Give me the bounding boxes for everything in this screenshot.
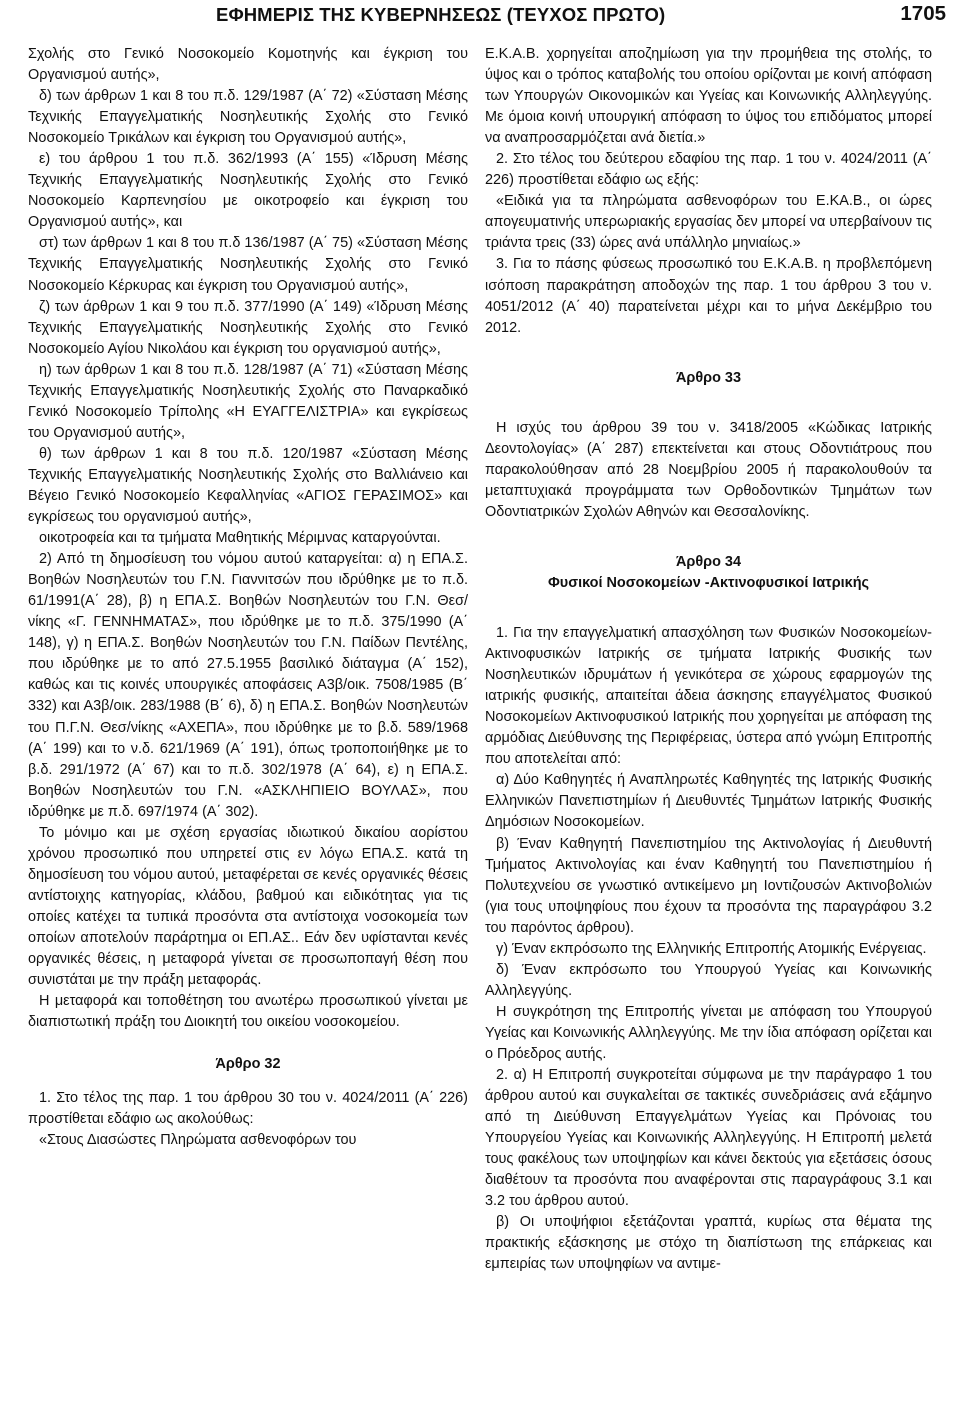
paragraph: α) Δύο Καθηγητές ή Αναπληρωτές Καθηγητές της Ιατρικής Φυσικής Ελληνικών Πανεπιστημίων ή Διευθυντές Τμημάτων Ιατρικής Φυσικής Δημόσιων Νοσοκομείων. [485, 772, 932, 831]
paragraph: 2. Στο τέλος του δεύτερου εδαφίου της παρ. 1 του ν. 4024/2011 (Α΄ 226) προστίθεται εδάφιο ως εξής: [485, 151, 932, 189]
paragraph: 2. α) Η Επιτροπή συγκροτείται σύμφωνα με την παράγραφο 1 του άρθρου αυτού και συγκαλείται σε τακτικές συνεδριάσεις ανά εξάμηνο από τη Διεύθυνση Επαγγελμάτων Υγείας και Πρόνοιας του Υπουργείου Υγείας και Κοινωνικής Αλληλεγγύης. Η Επιτροπή μελετά τους φακέλους των υποψηφίων και κάνει δεκτούς για εξετάσεις όσους διαθέτουν τα προσόντα που αναφέρονται στις παραγράφους 3.1 και 3.2 του άρθρου αυτού. [485, 1067, 932, 1210]
article-heading-33: Άρθρο 33 [676, 369, 741, 386]
paragraph: ζ) των άρθρων 1 και 9 του π.δ. 377/1990 (Α΄ 149) «Ίδρυση Μέσης Τεχνικής Επαγγελματικής Νοσηλευτικής Σχολής στο Γενικό Νοσοκομείο Αγίου Νικολάου και έγκριση του οργανισμού αυτής», [28, 298, 468, 357]
paragraph: «Στους Διασώστες Πληρώματα ασθενοφόρων του [39, 1132, 357, 1149]
paragraph: στ) των άρθρων 1 και 8 του π.δ 136/1987 (Α΄ 75) «Σύσταση Μέσης Τεχνικής Επαγγελματικής Νοσηλευτικής Σχολής στο Γενικό Νοσοκομείο Κέρκυρας και έγκριση του Οργανισμού αυτής», [28, 235, 468, 294]
paragraph: Η ισχύς του άρθρου 39 του ν. 3418/2005 «Κώδικας Ιατρικής Δεοντολογίας» (Α΄ 287) επεκτείνεται και στους Οδοντιάτρους που παρακολούθησαν από 28 Νοεμβρίου 2005 ή παρακολουθούν τα μεταπτυχιακά προγράμματα των Ορθοδοντικών Τμημάτων των Οδοντιατρικών Σχολών Αθηνών και Θεσσαλονίκης. [485, 419, 932, 520]
paragraph: δ) των άρθρων 1 και 8 του π.δ. 129/1987 (Α΄ 72) «Σύσταση Μέσης Τεχνικής Επαγγελματικής Νοσηλευτικής Σχολής στο Γενικό Νοσοκομείο Τρικάλων και έγκριση του Οργανισμού αυτής», [28, 88, 468, 147]
paragraph: οικοτροφεία και τα τμήματα Μαθητικής Μέριμνας καταργούνται. [39, 530, 441, 547]
paragraph: 2) Από τη δημοσίευση του νόμου αυτού καταργείται: α) η ΕΠΑ.Σ. Βοηθών Νοσηλευτών του Γ.Ν. Γιαννιτσών που ιδρύθηκε με το π.δ. 61/1991(Α΄ 28), β) η ΕΠΑ.Σ. Βοηθών Νοσηλευτών του Γ.Ν. Θεσ/νίκης «Γ. ΓΕΝΝΗΜΑΤΑΣ», που ιδρύθηκε με το π.δ. 375/1990 (Α΄ 148), γ) η ΕΠΑ.Σ. Βοηθών Νοσηλευτών του Γ.Ν. Παίδων Πεντέλης, που ιδρύθηκε με το από 27.5.1955 βασιλικό διάταγμα (Α΄ 152), καθώς και τις κοινές υπουργικές αποφάσεις Α3β/οικ. 7508/1985 (Β΄ 332) και Α3β/οικ. 283/1988 (Β΄ 6), δ) η ΕΠΑ.Σ. Βοηθών Νοσηλευτών του Π.Γ.Ν. Θεσ/νίκης «ΑΧΕΠΑ», που ιδρύθηκε με το β.δ. 589/1968 (Α΄ 199) και το ν.δ. 621/1969 (Α΄ 191), όπως τροποποιήθηκε με το β.δ. 291/1972 (Α΄ 67) και το π.δ. 302/1978 (Α΄ 64), ε) η ΕΠΑ.Σ. Βοηθών Νοσηλευτών του Γ.Ν. «ΑΣΚΛΗΠΙΕΙΟ ΒΟΥΛΑΣ», που ιδρύθηκε με π.δ. 697/1974 (Α΄ 302). [28, 551, 468, 820]
paragraph: Η μεταφορά και τοποθέτηση του ανωτέρω προσωπικού γίνεται με διαπιστωτική πράξη του Διοικητή του οικείου νοσοκομείου. [28, 993, 468, 1031]
article-heading-32: Άρθρο 32 [215, 1056, 281, 1073]
paragraph: 1. Για την επαγγελματική απασχόληση των Φυσικών Νοσοκομείων- Ακτινοφυσικών Ιατρικής σε τμήματα Ιατρικής Φυσικής των Νοσηλευτικών ιδρυμάτων ή γενικότερα σε χώρους εφαρμογών της ιατρικής φυσικής, απαιτείται άδεια άσκησης επαγγέλματος Φυσικού Νοσοκομείων Ακτινοφυσικού Ιατρικής που χορηγείται με απόφαση της αρμόδιας Διεύθυνσης της Περιφέρειας, ύστερα από γνώμη Επιτροπής που αποτελείται από: [485, 625, 932, 768]
gazette-title: ΕΦΗΜΕΡΙΣ ΤΗΣ ΚΥΒΕΡΝΗΣΕΩΣ (ΤΕΥΧΟΣ ΠΡΩΤΟ) [216, 4, 666, 25]
paragraph: Το μόνιμο και με σχέση εργασίας ιδιωτικού δικαίου αορίστου χρόνου προσωπικό που υπηρετεί στις εν λόγω ΕΠΑ.Σ. κατά τη δημοσίευση του νόμου αυτού, μεταφέρεται σε κενές οργανικές θέσεις αντίστοιχης κατηγορίας, κλάδου, βαθμού και ειδικότητας για τις οποίες κατέχει τα τυπικά προσόντα στα αντίστοιχα νοσοκομεία των οποίων αποτελούν παράρτημα οι ΕΠ.ΑΣ.. Εάν δεν υφίστανται κενές οργανικές θέσεις, η μεταφορά γίνεται σε προσωποπαγή θέση που συνιστάται με την πράξη μεταφοράς. [28, 824, 468, 989]
page-number: 1705 [900, 2, 946, 25]
page-header [0, 0, 960, 32]
right-column [485, 44, 932, 1275]
paragraph: Σχολής στο Γενικό Νοσοκομείο Κομοτηνής και έγκριση του Οργανισμού αυτής», [28, 46, 468, 84]
paragraph: Ε.Κ.Α.Β. χορηγείται αποζημίωση για την προμήθεια της στολής, το ύψος και ο τρόπος καταβολής του οποίου ορίζονται με κοινή απόφαση των Υπουργών Οικονομικών και Υγείας και Κοινωνικής Αλληλεγγύης. Με όμοια κοινή υπουργική απόφαση το ύψος του επιδόματος μπορεί να αναπροσαρμόζεται ανά διετία.» [485, 46, 932, 147]
paragraph: Η συγκρότηση της Επιτροπής γίνεται με απόφαση του Υπουργού Υγείας και Κοινωνικής Αλληλεγγύης. Με την ίδια απόφαση ορίζεται και ο Πρόεδρος αυτής. [485, 1003, 932, 1062]
paragraph: «Ειδικά για τα πληρώματα ασθενοφόρων του Ε.ΚΑ.Β., οι ώρες απογευματινής υπερωριακής εργασίας δεν μπορεί να υπερβαίνουν τις τριάντα τρεις (33) ώρες ανά υπάλληλο μηνιαίως.» [485, 193, 932, 252]
paragraph: δ) Έναν εκπρόσωπο του Υπουργού Υγείας και Κοινωνικής Αλληλεγγύης. [485, 961, 932, 999]
paragraph: β) Έναν Καθηγητή Πανεπιστημίου της Ακτινολογίας ή Διευθυντή Τμήματος Ακτινολογίας και έναν Καθηγητή του Πανεπιστημίου ή Πολυτεχνείου σε γνωστικό αντικείμενο μη Ιοντιζουσών Ακτινοβολιών (για τους υποψηφίους που έχουν τα προσόντα της παραγράφου 3.2 του παρόντος άρθρου). [485, 835, 932, 936]
paragraph: 3. Για το πάσης φύσεως προσωπικό του Ε.Κ.Α.Β. η προβλεπόμενη ισόποση παρακράτηση αποδοχών της παρ. 1 του άρθρου 3 του ν. 4051/2012 (Α΄ 40) παρατείνεται μέχρι και το μήνα Δεκέμβριο του 2012. [485, 256, 932, 336]
article-heading-34: Άρθρο 34 [676, 553, 741, 570]
paragraph: ε) του άρθρου 1 του π.δ. 362/1993 (Α΄ 155) «Ίδρυση Μέσης Τεχνικής Επαγγελματικής Νοσηλευτικής Σχολής στο Γενικό Νοσοκομείο Καρπενησίου με οικοτροφείο και έγκριση του Οργανισμού αυτής», και [28, 151, 468, 231]
paragraph: 1. Στο τέλος της παρ. 1 του άρθρου 30 του ν. 4024/2011 (Α΄ 226) προστίθεται εδάφιο ως ακολούθως: [28, 1090, 468, 1128]
article-subheading-34: Φυσικοί Νοσοκομείων -Ακτινοφυσικοί Ιατρικής [547, 574, 870, 591]
paragraph: η) των άρθρων 1 και 8 του π.δ. 128/1987 (Α΄ 71) «Σύσταση Μέσης Τεχνικής Επαγγελματικής Νοσηλευτικής Σχολής στο Παναρκαδικό Γενικό Νοσοκομείο Τρίπολης «Η ΕΥΑΓΓΕΛΙΣΤΡΙΑ» και εγκρίσεως του Οργανισμού αυτής», [28, 361, 468, 441]
left-column [28, 44, 468, 1151]
paragraph: γ) Έναν εκπρόσωπο της Ελληνικής Επιτροπής Ατομικής Ενέργειας. [496, 940, 927, 957]
paragraph: θ) των άρθρων 1 και 8 του π.δ. 120/1987 «Σύσταση Μέσης Τεχνικής Επαγγελματικής Νοσηλευτικής Σχολής στο Βαλλιάνειο και Βέγειο Γενικό Νοσοκομείο Κεφαλληνίας «ΑΓΙΟΣ ΓΕΡΑΣΙΜΟΣ» και εγκρίσεως του οργανισμού αυτής», [28, 445, 468, 526]
paragraph: β) Οι υποψήφιοι εξετάζονται γραπτά, κυρίως στα θέματα της πρακτικής εξάσκησης με στόχο τη διαπίστωση της επάρκειας και εμπειρίας των υποψηφίων να αντιμε- [485, 1214, 932, 1273]
